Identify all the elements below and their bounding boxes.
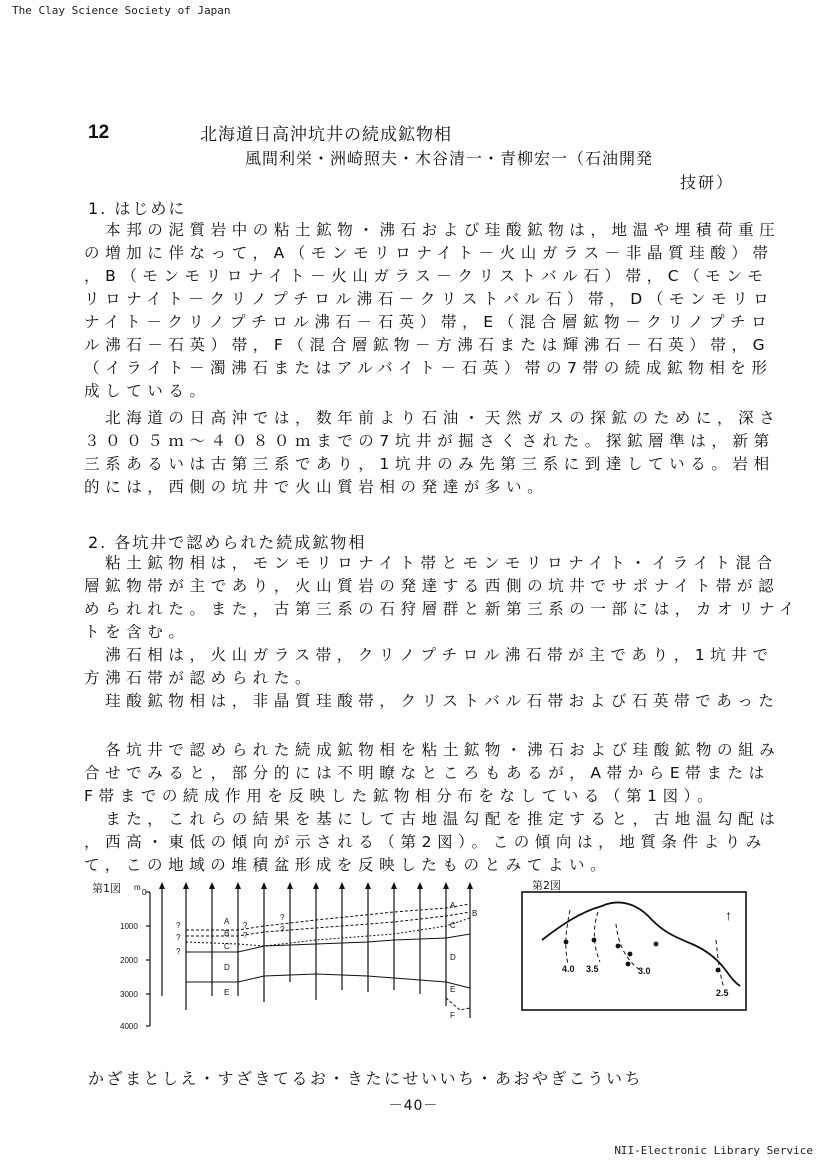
depth-unit: m (134, 883, 141, 892)
facies-line: トを含む。 (84, 623, 190, 641)
zone-label-e: E (224, 988, 230, 997)
figure1-diagram (110, 878, 510, 1038)
unknown-mark: ? (243, 921, 248, 930)
paper-number: 12 (88, 122, 110, 143)
paper-authors: 風間利栄・洲崎照夫・木谷清一・青柳宏一（石油開発 (245, 149, 654, 168)
author-names-kana: かざまとしえ・すざきてるお・きたにせいいち・あおやぎこういち (88, 1069, 644, 1088)
intro-line: 北海道の日高沖では，数年前より石油・天然ガスの探鉱のために，深さ (84, 409, 781, 427)
unknown-mark: ? (243, 931, 248, 940)
summary-line: ，西高・東低の傾向が示される（第2図）。この傾向は，地質条件よりみ (84, 833, 767, 851)
intro-line: 本邦の泥質岩中の粘土鉱物・沸石および珪酸鉱物は，地温や埋積荷重圧 (84, 221, 781, 239)
summary-line: F帯までの続成作用を反映した鉱物相分布をなしている（第1図）。 (84, 787, 719, 805)
society-header: The Clay Science Society of Japan (12, 4, 231, 17)
zone-label-d: D (224, 963, 230, 972)
contour-label: 4.0 (562, 964, 575, 974)
intro-line: 成している。 (84, 382, 211, 400)
intro-line: ３００５ｍ～４０８０ｍまでの7坑井が掘さくされた。探鉱層準は，新第 (84, 432, 775, 450)
intro-line: ，B（モンモリロナイト－火山ガラス－クリストバル石）帯，C（モンモ (84, 267, 769, 285)
summary-line: また，これらの結果を基にして古地温勾配を推定すると，古地温勾配は (84, 810, 781, 828)
facies-line: 沸石相は，火山ガラス帯，クリノプチロル沸石帯が主であり，1坑井で (84, 646, 774, 664)
facies-heading: 2. 各坑井で認められた続成鉱物相 (88, 533, 367, 552)
unknown-mark: ? (280, 913, 285, 922)
zone-label-b: B (224, 929, 230, 938)
contour-label: 2.5 (716, 988, 729, 998)
contour-label: 3.5 (586, 964, 599, 974)
depth-tick-label: 3000 (120, 990, 138, 999)
unknown-mark: ? (176, 921, 181, 930)
figure1-label: 第1図 (92, 882, 121, 895)
intro-line: 的には，西側の坑井で火山質岩相の発達が多い。 (84, 478, 549, 496)
summary-line: て，この地域の堆積盆形成を反映したものとみてよい。 (84, 856, 612, 874)
facies-line: 珪酸鉱物相は，非晶質珪酸帯，クリストバル石帯および石英帯であった (84, 692, 780, 710)
intro-line: （イライト－濁沸石またはアルバイト－石英）帯の7帯の続成鉱物相を形 (84, 359, 773, 377)
figure2-label: 第2図 (532, 879, 561, 892)
intro-line: 三系あるいは古第三系であり，1坑井のみ先第三系に到達している。岩相 (84, 455, 775, 473)
page-number: －40－ (388, 1098, 439, 1114)
depth-tick-label: 1000 (120, 922, 138, 931)
intro-line: の増加に伴なって，A（モンモリロナイト－火山ガラス－非晶質珪酸）帯 (84, 244, 774, 262)
depth-tick-label: 4000 (120, 1022, 138, 1031)
zone-label-a: A (450, 901, 456, 910)
unknown-mark: ? (176, 933, 181, 942)
map-frame (522, 892, 746, 1010)
facies-line: 粘土鉱物相は，モンモリロナイト帯とモンモリロナイト・イライト混合 (84, 554, 778, 572)
zone-label-c: C (224, 942, 230, 951)
zone-label-e: E (450, 985, 456, 994)
facies-line: 方沸石帯が認められた。 (84, 669, 317, 687)
figure2-map (520, 890, 748, 1012)
zone-label-c: C (450, 921, 456, 930)
unknown-mark: ? (176, 947, 181, 956)
depth-tick-label: 2000 (120, 956, 138, 965)
intro-line: リロナイト－クリノプチロル沸石－クリストバル石）帯，D（モンモリロ (84, 290, 775, 308)
summary-line: 合せでみると，部分的には不明瞭なところもあるが，A帯からE帯または (84, 764, 770, 782)
depth-tick-label: 0 (142, 888, 147, 897)
summary-line: 各坑井で認められた続成鉱物相を粘土鉱物・沸石および珪酸鉱物の組み (84, 741, 781, 759)
intro-line: ナイト－クリノプチロル沸石－石英）帯，E（混合層鉱物－クリノプチロ (84, 313, 773, 331)
zone-label-a: A (224, 917, 230, 926)
library-footer: NII-Electronic Library Service (614, 1144, 813, 1157)
zone-label-b: B (472, 909, 478, 918)
facies-line: められれた。また，古第三系の石狩層群と新第三系の一部には，カオリナイ (84, 600, 801, 618)
zone-label-f: F (450, 1011, 455, 1020)
north-arrow-icon: ↑ (725, 907, 732, 923)
intro-line: ル沸石－石英）帯，F（混合層鉱物－方沸石または輝沸石－石英）帯，G (84, 336, 771, 354)
intro-heading: 1. はじめに (88, 199, 187, 218)
facies-line: 層鉱物帯が主であり，火山質岩の発達する西側の坑井でサポナイト帯が認 (84, 577, 780, 595)
unknown-mark: ? (280, 925, 285, 934)
contour-label: 3.0 (638, 966, 651, 976)
affiliation-continuation: 技研） (680, 173, 735, 192)
paper-title: 北海道日高沖坑井の続成鉱物相 (200, 125, 452, 145)
zone-label-d: D (450, 953, 456, 962)
